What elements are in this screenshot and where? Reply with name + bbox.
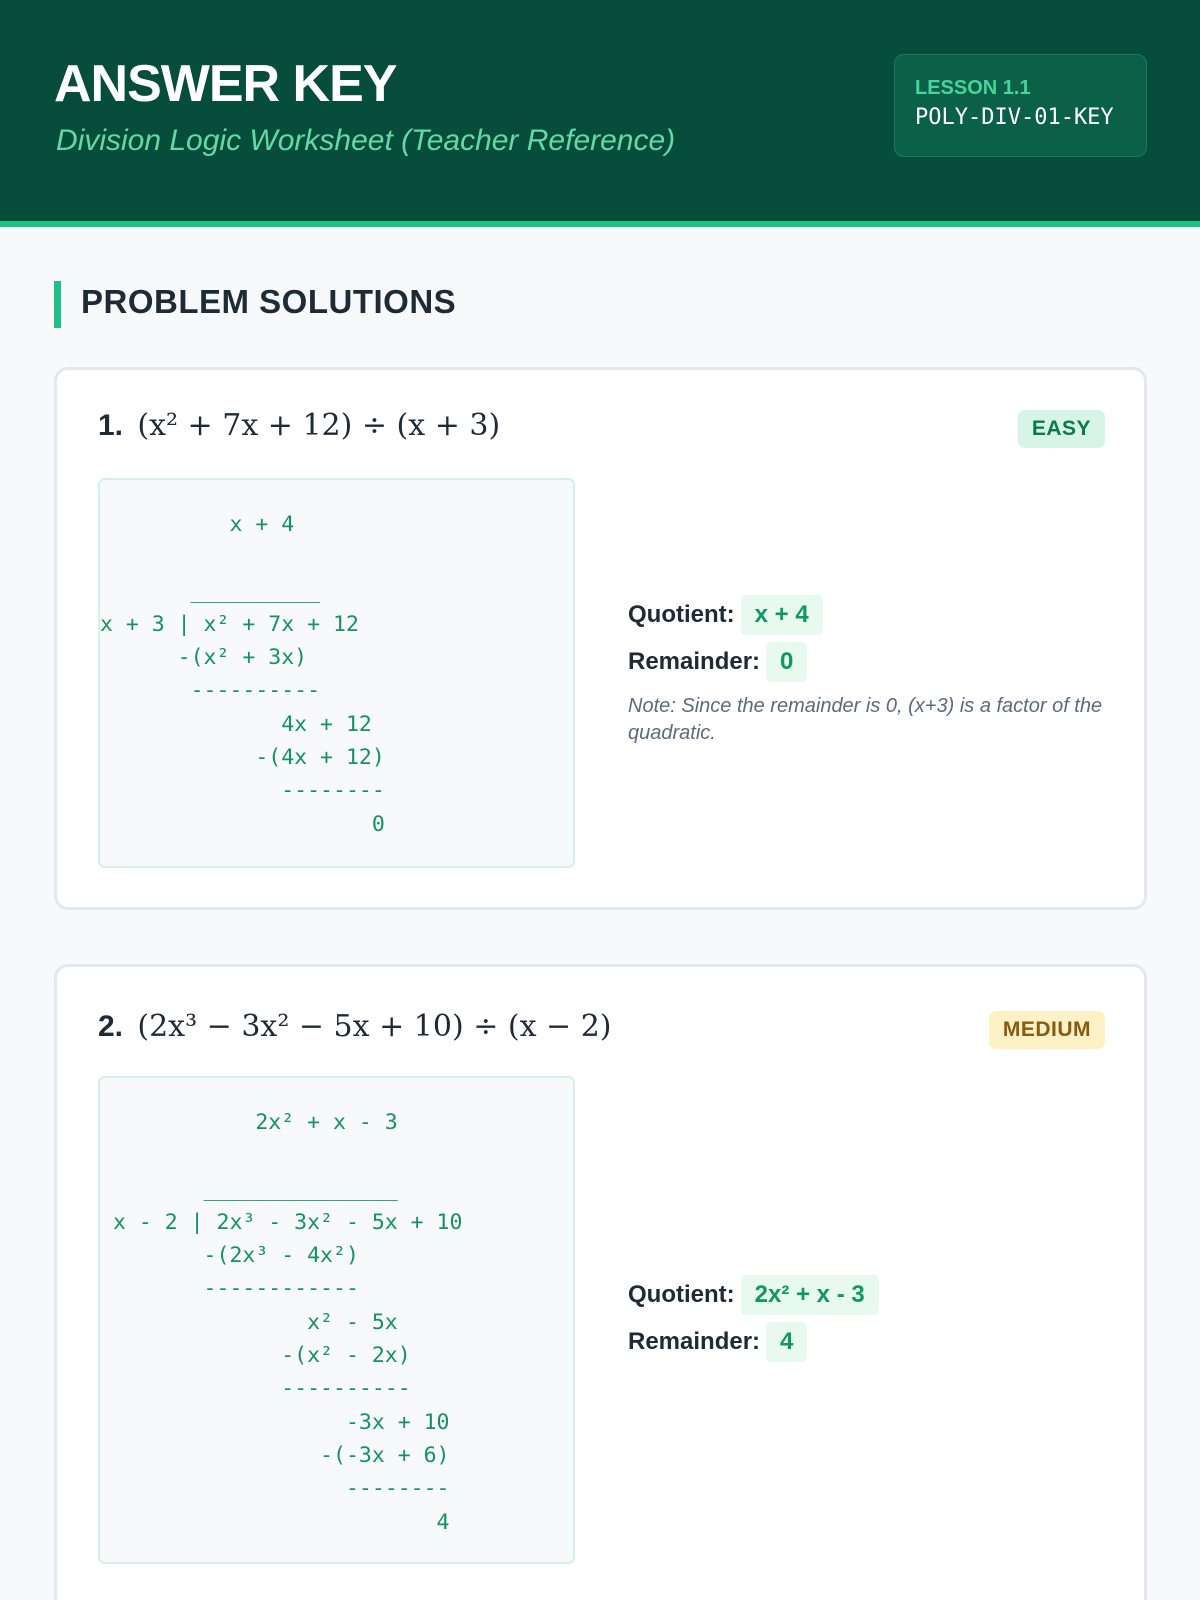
problem-number: 2.	[98, 1010, 124, 1043]
problem-expression: (2x³ − 3x² − 5x + 10) ÷ (x − 2)	[137, 1009, 612, 1044]
long-division-work	[98, 478, 575, 868]
remainder-row	[628, 1321, 807, 1363]
quotient-label: Quotient:	[628, 1281, 735, 1308]
remainder-label: Remainder:	[628, 1328, 761, 1355]
problem-card-1	[54, 367, 1147, 910]
division-steps: x + 4 __________ x + 3 | x² + 7x + 12 -(x² + 3x) ---------- 4x + 12 -(4x + 12) -------- 0	[100, 512, 385, 837]
problem-expression: (x² + 7x + 12) ÷ (x + 3)	[137, 408, 501, 443]
quotient-row	[628, 1274, 879, 1316]
remainder-label: Remainder:	[628, 648, 761, 675]
long-division-work	[98, 1076, 575, 1564]
difficulty-badge: EASY	[1018, 410, 1105, 448]
remainder-value: 4	[766, 1322, 807, 1362]
problem-statement	[98, 1009, 612, 1044]
lesson-code: POLY-DIV-01-KEY	[915, 105, 1114, 130]
difficulty-badge: MEDIUM	[989, 1011, 1105, 1049]
quotient-value: 2x² + x - 3	[741, 1275, 879, 1315]
remainder-row	[628, 641, 807, 683]
remainder-value: 0	[766, 642, 807, 682]
page-title: ANSWER KEY	[54, 55, 397, 113]
page-subtitle: Division Logic Worksheet (Teacher Reference)	[56, 124, 676, 157]
section-title: PROBLEM SOLUTIONS	[81, 283, 457, 320]
quotient-label: Quotient:	[628, 601, 735, 628]
problem-statement	[98, 408, 500, 443]
quotient-value: x + 4	[741, 595, 823, 635]
header-banner	[0, 0, 1200, 227]
quotient-row	[628, 594, 823, 636]
problem-number: 1.	[98, 409, 124, 442]
solution-note: Note: Since the remainder is 0, (x+3) is a factor of the quadratic.	[628, 695, 1103, 744]
division-steps: 2x² + x - 3 _______________ x - 2 | 2x³ - 3x² - 5x + 10 -(2x³ - 4x²) ------------ x² - 5x -(x² - 2x) ---------- -3x + 10 -(-3x + 6) -------- 4	[112, 1110, 463, 1535]
problem-card-2	[54, 964, 1147, 1600]
section-accent-bar	[54, 281, 61, 328]
lesson-label: LESSON 1.1	[915, 77, 1031, 99]
lesson-info-box	[894, 54, 1147, 157]
